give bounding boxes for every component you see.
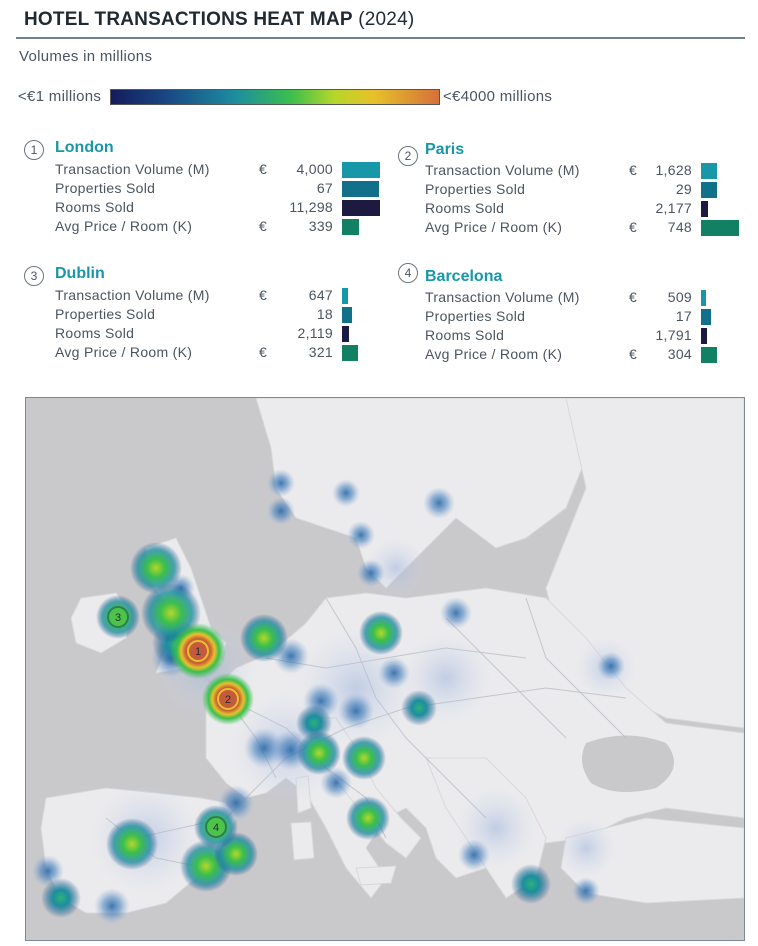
stat-value: 2,177: [655, 200, 692, 216]
stat-row-properties: [55, 306, 385, 325]
stat-bar: [701, 347, 717, 363]
stat-value: 304: [667, 346, 692, 362]
svg-text:4: 4: [212, 822, 220, 834]
stat-value: 11,298: [289, 199, 333, 215]
city-number-badge: 4: [398, 263, 418, 283]
stat-row-properties: [55, 180, 385, 199]
map-marker-3[interactable]: [108, 607, 128, 627]
city-name: London: [55, 139, 114, 156]
stat-row-avg-price: [55, 218, 385, 237]
stat-value: 339: [308, 218, 333, 234]
stat-currency: €: [259, 161, 268, 177]
map-marker-4[interactable]: [206, 817, 226, 837]
stat-bar: [342, 345, 358, 361]
stat-bar: [701, 309, 711, 325]
stat-bar: [342, 181, 379, 197]
stat-row-properties: [425, 308, 755, 327]
city-name: Dublin: [55, 265, 105, 282]
stat-bar: [342, 219, 359, 235]
page-title: [24, 9, 414, 31]
stat-currency: €: [259, 344, 268, 360]
stat-label: Rooms Sold: [425, 200, 505, 216]
city-number-badge: 2: [398, 146, 418, 166]
stat-label: Avg Price / Room (K): [425, 346, 563, 362]
stat-label: Properties Sold: [55, 180, 156, 196]
stat-currency: €: [629, 346, 638, 362]
svg-text:1: 1: [194, 646, 202, 658]
stat-row-rooms: [55, 199, 385, 218]
stat-currency: €: [629, 289, 638, 305]
stat-currency: €: [629, 219, 638, 235]
stat-bar: [342, 326, 349, 342]
legend-min-label: <€1 millions: [18, 88, 102, 105]
stat-label: Transaction Volume (M): [425, 162, 580, 178]
map-marker-2[interactable]: [218, 689, 238, 709]
stat-value: 29: [675, 181, 692, 197]
city-number-badge: 3: [24, 266, 44, 286]
title-year: (2024): [358, 9, 415, 30]
stat-row-avg-price: [425, 219, 755, 238]
stat-row-properties: [425, 181, 755, 200]
stat-currency: €: [259, 287, 268, 303]
stat-label: Avg Price / Room (K): [55, 344, 193, 360]
stat-label: Transaction Volume (M): [55, 287, 210, 303]
stat-value: 67: [316, 180, 333, 196]
stat-bar: [701, 163, 717, 179]
stat-label: Avg Price / Room (K): [425, 219, 563, 235]
stat-label: Properties Sold: [425, 181, 526, 197]
stat-label: Rooms Sold: [55, 325, 135, 341]
city-name: Paris: [425, 141, 465, 158]
stat-bar: [342, 307, 352, 323]
stat-currency: €: [629, 162, 638, 178]
map-canvas: [26, 398, 744, 940]
stat-value: 2,119: [297, 325, 333, 341]
stat-value: 321: [308, 344, 333, 360]
stat-row-rooms: [425, 200, 755, 219]
stat-row-volume: [425, 162, 755, 181]
stat-bar: [701, 201, 708, 217]
stat-value: 17: [675, 308, 692, 324]
stat-row-volume: [425, 289, 755, 308]
stat-label: Avg Price / Room (K): [55, 218, 193, 234]
stat-row-avg-price: [425, 346, 755, 365]
city-number-badge: 1: [24, 140, 44, 160]
stat-bar: [701, 290, 706, 306]
stat-bar: [701, 328, 707, 344]
stat-bar: [342, 200, 380, 216]
stat-value: 1,791: [655, 327, 692, 343]
stat-value: 1,628: [655, 162, 692, 178]
stat-bar: [701, 220, 739, 236]
title-divider: [16, 37, 745, 39]
stat-label: Properties Sold: [425, 308, 526, 324]
title-main: HOTEL TRANSACTIONS HEAT MAP: [24, 9, 353, 30]
stat-label: Properties Sold: [55, 306, 156, 322]
svg-text:2: 2: [224, 694, 232, 706]
stat-row-avg-price: [55, 344, 385, 363]
stat-label: Transaction Volume (M): [55, 161, 210, 177]
subtitle: Volumes in millions: [19, 48, 153, 65]
europe-heat-map[interactable]: [25, 397, 745, 941]
legend-max-label: <€4000 millions: [443, 88, 553, 105]
map-marker-1[interactable]: [188, 641, 208, 661]
legend-color-scale: [110, 89, 440, 105]
stat-label: Rooms Sold: [55, 199, 135, 215]
stat-label: Transaction Volume (M): [425, 289, 580, 305]
stat-row-volume: [55, 287, 385, 306]
stat-row-rooms: [55, 325, 385, 344]
stat-row-volume: [55, 161, 385, 180]
city-name: Barcelona: [425, 268, 503, 285]
stat-bar: [701, 182, 717, 198]
stat-bar: [342, 288, 348, 304]
stat-value: 18: [316, 306, 333, 322]
stat-value: 647: [308, 287, 333, 303]
stat-value: 748: [667, 219, 692, 235]
stat-bar: [342, 162, 380, 178]
stat-currency: €: [259, 218, 268, 234]
svg-text:3: 3: [114, 612, 122, 624]
stat-label: Rooms Sold: [425, 327, 505, 343]
stat-value: 509: [667, 289, 692, 305]
stat-value: 4,000: [296, 161, 333, 177]
stat-row-rooms: [425, 327, 755, 346]
